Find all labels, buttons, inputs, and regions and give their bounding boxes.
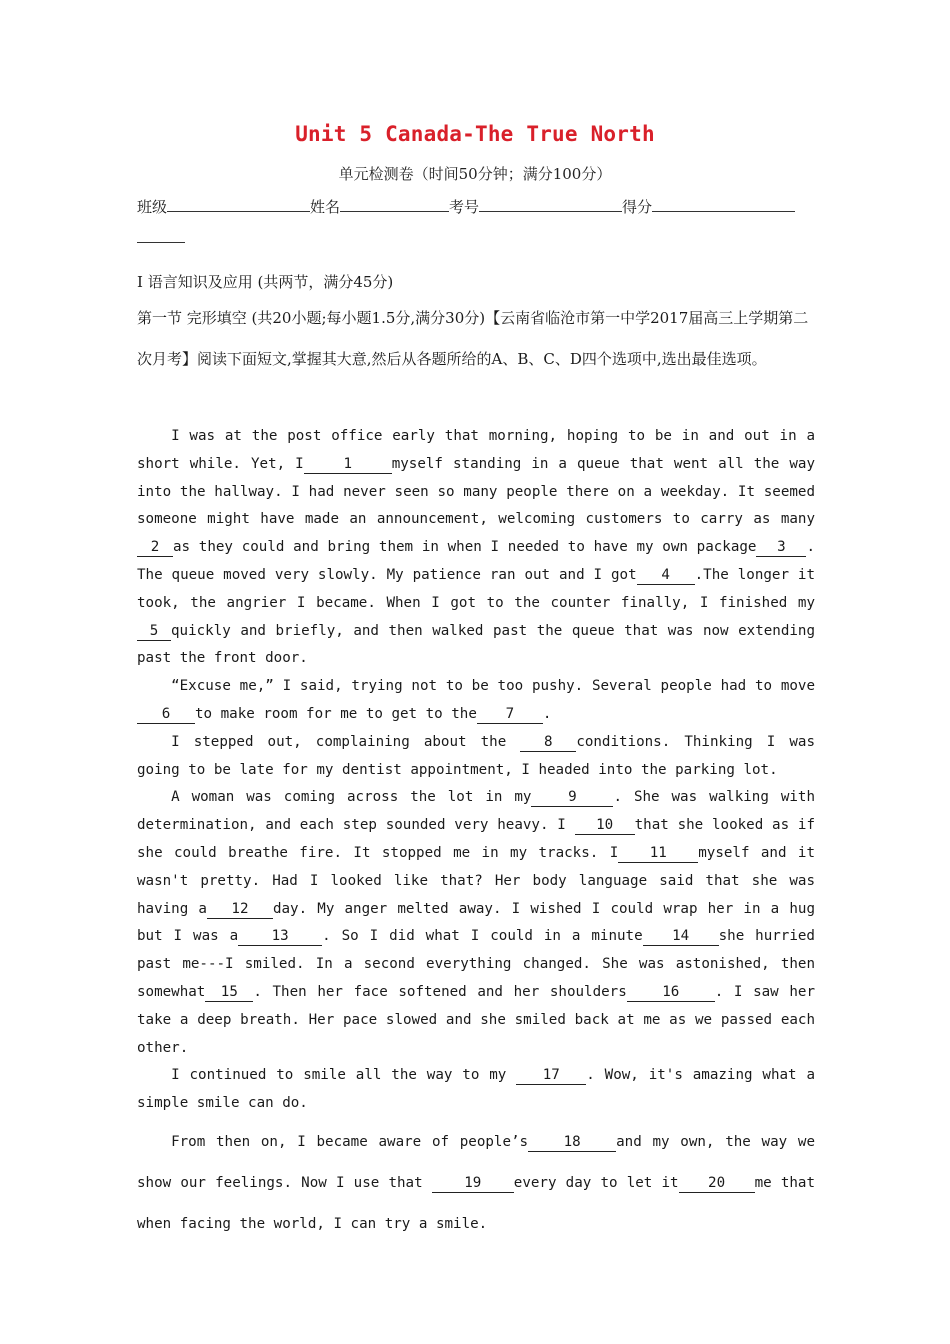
cloze-instruction: 第一节 完形填空 (共20小题;每小题1.5分,满分30分)【云南省临沧市第一中学2017届高三上学期第二次月考】阅读下面短文,掌握其大意,然后从各题所给的A、B、C、D四个选项中,选出最佳选项。 <box>137 309 809 368</box>
score-field[interactable] <box>652 196 795 212</box>
blank-10[interactable]: 10 <box>575 816 635 835</box>
unit-title: Unit 5 Canada-The True North <box>295 122 655 146</box>
blank-8[interactable]: 8 <box>520 733 576 752</box>
paragraph-5: I continued to smile all the way to my 17 . Wow, it's amazing what a simple smile can do. <box>137 1067 815 1112</box>
blank-12[interactable]: 12 <box>207 900 273 919</box>
blank-2[interactable]: 2 <box>137 538 173 557</box>
blank-1[interactable]: 1 <box>304 455 392 474</box>
number-label: 考号 <box>449 198 480 216</box>
paragraph-1: I was at the post office early that morning, hoping to be in and out in a short while. Yet, I 1 myself standing in a queue that went all the way into the hallway. I had never seen so many people there on a weekday. It seemed someone might have made an announcement, welcoming customers to carry as many 2 as they could and bring them in when I needed to have my own package 3 . The queue moved very slowly. My patience ran out and I got 4 .The longer it took, the angrier I became. When I got to the counter finally, I finished my 5 quickly and briefly, and then walked past the queue that was now extending past the front door. <box>137 428 815 667</box>
name-label: 姓名 <box>310 198 341 216</box>
blank-9[interactable]: 9 <box>531 788 613 807</box>
blank-14[interactable]: 14 <box>643 927 719 946</box>
blank-15[interactable]: 15 <box>205 983 253 1002</box>
paragraph-3: I stepped out, complaining about the 8 conditions. Thinking I was going to be late for my dentist appointment, I headed into the parking lot. <box>137 733 815 778</box>
blank-20[interactable]: 20 <box>679 1174 755 1193</box>
blank-16[interactable]: 16 <box>627 983 715 1002</box>
blank-11[interactable]: 11 <box>618 844 698 863</box>
score-field-continuation[interactable] <box>137 242 185 243</box>
blank-3[interactable]: 3 <box>756 538 806 557</box>
name-field[interactable] <box>340 196 449 212</box>
blank-13[interactable]: 13 <box>238 927 322 946</box>
exam-subtitle: 单元检测卷（时间50分钟；满分100分） <box>338 165 612 183</box>
score-label: 得分 <box>622 198 653 216</box>
part-heading: I 语言知识及应用 (共两节，满分45分) <box>137 273 394 291</box>
paragraph-6: From then on, I became aware of people’s 18 and my own, the way we show our feelings. Now I use that 19 every day to let it 20 me that when facing the world, I can try a smile. <box>137 1133 816 1232</box>
blank-17[interactable]: 17 <box>516 1066 586 1085</box>
cloze-passage <box>137 423 815 1245</box>
blank-5[interactable]: 5 <box>137 622 171 641</box>
blank-7[interactable]: 7 <box>477 705 543 724</box>
paragraph-2: “Excuse me,” I said, trying not to be too pushy. Several people had to move6 to make room for me to get to the 7 . <box>137 673 815 729</box>
class-label: 班级 <box>137 198 168 216</box>
blank-18[interactable]: 18 <box>528 1133 616 1152</box>
student-info-fields <box>137 196 817 219</box>
paragraph-4: A woman was coming across the lot in my 9 . She was walking with determination, and each step sounded very heavy. I 10 that she looked as if she could breathe fire. It stopped me in my tracks. I 11 myself and it wasn't pretty. Had I looked like that? Her body language said that she was having a 12 day. My anger melted away. I wished I could wrap her in a hug but I was a 13 . So I did what I could in a minute 14 she hurried past me---I smiled. In a second everything changed. She was astonished, then somewhat 15 . Then her face softened and her shoulders 16 . I saw her take a deep breath. Her pace slowed and she smiled back at me as we passed each other. <box>137 789 815 1056</box>
number-field[interactable] <box>479 196 622 212</box>
blank-6[interactable]: 6 <box>137 705 195 724</box>
blank-4[interactable]: 4 <box>637 566 695 585</box>
blank-19[interactable]: 19 <box>432 1174 514 1193</box>
class-field[interactable] <box>167 196 310 212</box>
